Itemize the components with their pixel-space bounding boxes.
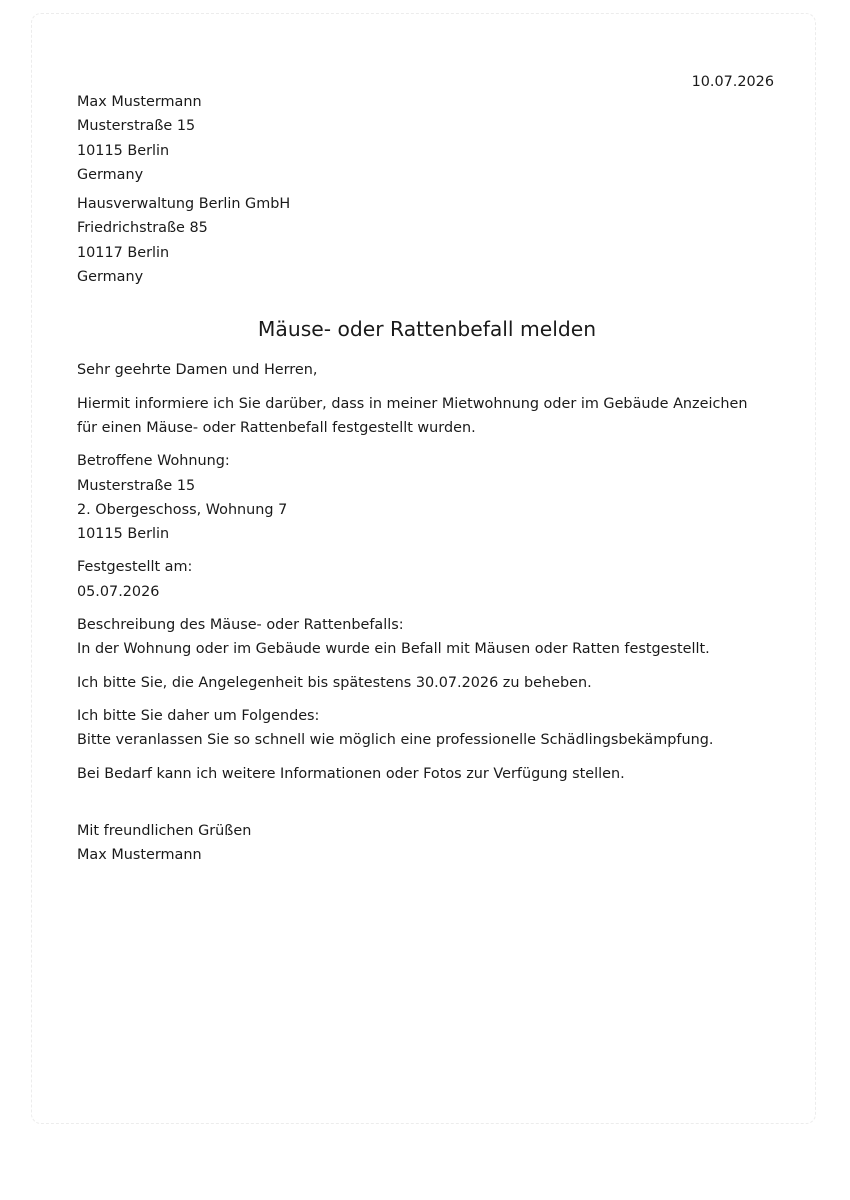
sender-city: 10115 Berlin: [77, 142, 170, 159]
letter-page: [31, 13, 816, 1124]
detected-block: [77, 555, 777, 604]
sender-country: Germany: [77, 166, 144, 183]
intro-paragraph: [77, 392, 777, 441]
sender-street: Musterstraße 15: [77, 118, 196, 135]
description-text: In der Wohnung oder im Gebäude wurde ein Befall mit Mäusen oder Ratten festgestellt.: [77, 641, 710, 658]
salutation: Sehr geehrte Damen und Herren,: [77, 362, 318, 379]
detected-date: 05.07.2026: [77, 583, 160, 600]
detected-label: Festgestellt am:: [77, 559, 193, 576]
intro-line: Hiermit informiere ich Sie darüber, dass in meiner Mietwohnung oder im Gebäude Anzeichen: [77, 395, 748, 412]
closing-block: [77, 819, 777, 868]
closing-name: Max Mustermann: [77, 847, 202, 864]
letter-content: [77, 90, 777, 867]
closing-greeting: Mit freundlichen Grüßen: [77, 822, 252, 839]
letter-date: 10.07.2026: [691, 74, 774, 90]
apartment-floor: 2. Obergeschoss, Wohnung 7: [77, 501, 288, 518]
apartment-block: [77, 449, 777, 546]
apartment-street: Musterstraße 15: [77, 477, 196, 494]
recipient-name: Hausverwaltung Berlin GmbH: [77, 196, 291, 213]
recipient-street: Friedrichstraße 85: [77, 220, 208, 237]
description-label: Beschreibung des Mäuse- oder Rattenbefalls:: [77, 617, 404, 634]
letter-subject: Mäuse- oder Rattenbefall melden: [257, 317, 597, 342]
apartment-label: Betroffene Wohnung:: [77, 453, 230, 470]
apartment-city: 10115 Berlin: [77, 526, 170, 543]
recipient-country: Germany: [77, 269, 144, 286]
intro-line: für einen Mäuse- oder Rattenbefall festgestellt wurden.: [77, 419, 476, 436]
sender-address: [77, 90, 777, 187]
request-block: [77, 704, 777, 753]
request-label: Ich bitte Sie daher um Folgendes:: [77, 707, 320, 724]
recipient-address: [77, 192, 777, 289]
description-block: [77, 613, 777, 662]
sender-name: Max Mustermann: [77, 94, 202, 110]
request-text: Bitte veranlassen Sie so schnell wie möglich eine professionelle Schädlingsbekämpfung.: [77, 732, 714, 749]
recipient-city: 10117 Berlin: [77, 244, 170, 261]
deadline-paragraph: Ich bitte Sie, die Angelegenheit bis spätestens 30.07.2026 zu beheben.: [77, 674, 592, 691]
offer-paragraph: Bei Bedarf kann ich weitere Informationen oder Fotos zur Verfügung stellen.: [77, 765, 625, 782]
